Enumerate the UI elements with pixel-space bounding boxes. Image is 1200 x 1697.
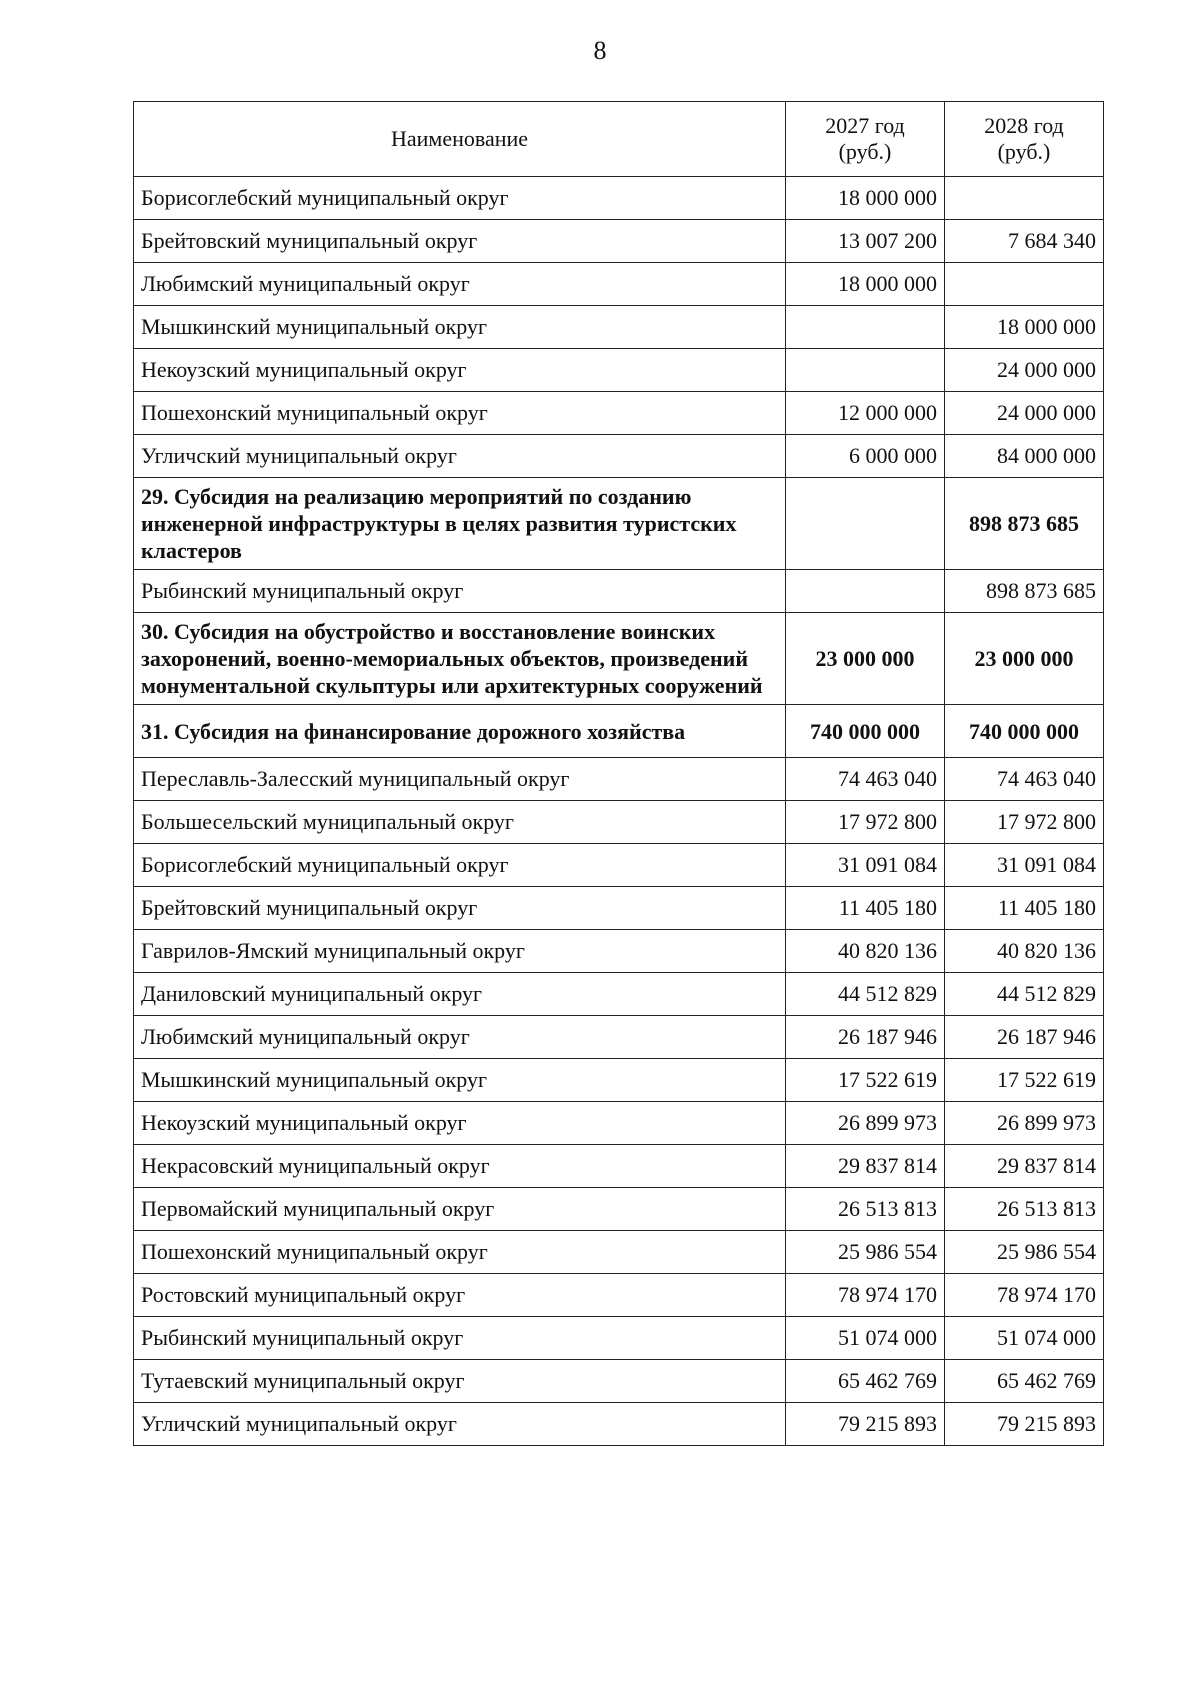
row-2027-cell: 26 899 973 [786,1102,945,1145]
row-2028-cell: 17 522 619 [945,1059,1104,1102]
table-body [134,177,1104,1446]
row-name-cell: Рыбинский муниципальный округ [134,570,786,613]
row-2028-cell: 24 000 000 [945,392,1104,435]
row-name-cell: Некоузский муниципальный округ [134,1102,786,1145]
table-row [134,392,1104,435]
row-name-cell: Тутаевский муниципальный округ [134,1360,786,1403]
row-2027-cell: 44 512 829 [786,973,945,1016]
header-2027-unit: (руб.) [838,139,892,164]
row-2028-cell: 78 974 170 [945,1274,1104,1317]
row-name-cell: 30. Субсидия на обустройство и восстановление воинских захоронений, военно-мемориальных объектов, произведений монументальной скульптуры или архитектурных сооружений [134,613,786,705]
table-row [134,570,1104,613]
row-2028-cell: 74 463 040 [945,758,1104,801]
row-2028-cell: 29 837 814 [945,1145,1104,1188]
row-2028-cell: 11 405 180 [945,887,1104,930]
row-2027-cell [786,306,945,349]
row-name-cell: Даниловский муниципальный округ [134,973,786,1016]
row-2028-cell: 79 215 893 [945,1403,1104,1446]
row-2028-cell: 26 899 973 [945,1102,1104,1145]
table-row [134,306,1104,349]
row-name-cell: Некрасовский муниципальный округ [134,1145,786,1188]
table-row [134,220,1104,263]
table-row [134,1188,1104,1231]
row-2027-cell: 23 000 000 [786,613,945,705]
row-2027-cell [786,478,945,570]
row-name-cell: Рыбинский муниципальный округ [134,1317,786,1360]
row-2028-cell: 24 000 000 [945,349,1104,392]
header-2028-unit: (руб.) [997,139,1051,164]
table-row [134,801,1104,844]
header-2028-year: 2028 год [984,113,1064,138]
table-row [134,844,1104,887]
page-number: 8 [593,36,607,65]
row-2028-cell: 740 000 000 [945,705,1104,758]
table-row [134,973,1104,1016]
row-name-cell: Некоузский муниципальный округ [134,349,786,392]
row-name-cell: Брейтовский муниципальный округ [134,887,786,930]
row-2027-cell [786,570,945,613]
table-row [134,1059,1104,1102]
row-2027-cell: 26 187 946 [786,1016,945,1059]
row-name-cell: 31. Субсидия на финансирование дорожного хозяйства [134,705,786,758]
row-2027-cell: 17 522 619 [786,1059,945,1102]
row-2027-cell: 18 000 000 [786,177,945,220]
table-row [134,1016,1104,1059]
table-header [134,102,1104,177]
row-name-cell: Угличский муниципальный округ [134,1403,786,1446]
header-2028 [945,102,1104,177]
row-name-cell: Брейтовский муниципальный округ [134,220,786,263]
row-name-cell: Гаврилов-Ямский муниципальный округ [134,930,786,973]
row-2028-cell: 18 000 000 [945,306,1104,349]
row-2028-cell: 84 000 000 [945,435,1104,478]
row-name-cell: Любимский муниципальный округ [134,263,786,306]
row-2028-cell: 23 000 000 [945,613,1104,705]
row-2028-cell: 51 074 000 [945,1317,1104,1360]
table-row [134,1145,1104,1188]
header-name: Наименование [134,102,786,177]
row-2027-cell: 79 215 893 [786,1403,945,1446]
row-2028-cell: 898 873 685 [945,570,1104,613]
row-2028-cell: 31 091 084 [945,844,1104,887]
row-name-cell: 29. Субсидия на реализацию мероприятий по созданию инженерной инфраструктуры в целях развития туристских кластеров [134,478,786,570]
header-2027 [786,102,945,177]
row-name-cell: Борисоглебский муниципальный округ [134,844,786,887]
table-row [134,1231,1104,1274]
row-2027-cell: 51 074 000 [786,1317,945,1360]
row-name-cell: Переславль-Залесский муниципальный округ [134,758,786,801]
row-2027-cell: 29 837 814 [786,1145,945,1188]
header-2027-year: 2027 год [825,113,905,138]
table-row [134,1102,1104,1145]
table-row [134,435,1104,478]
table-row [134,758,1104,801]
section-row [134,613,1104,705]
row-2027-cell: 11 405 180 [786,887,945,930]
table-row [134,263,1104,306]
row-2027-cell: 78 974 170 [786,1274,945,1317]
row-2028-cell: 898 873 685 [945,478,1104,570]
row-2027-cell: 26 513 813 [786,1188,945,1231]
row-2027-cell: 31 091 084 [786,844,945,887]
table-row [134,1403,1104,1446]
row-2027-cell: 40 820 136 [786,930,945,973]
row-name-cell: Ростовский муниципальный округ [134,1274,786,1317]
row-2028-cell: 17 972 800 [945,801,1104,844]
row-2028-cell [945,177,1104,220]
row-2027-cell: 17 972 800 [786,801,945,844]
budget-table [133,101,1104,1446]
row-2027-cell: 13 007 200 [786,220,945,263]
row-2028-cell: 26 513 813 [945,1188,1104,1231]
section-row [134,478,1104,570]
row-2027-cell: 6 000 000 [786,435,945,478]
table-row [134,1317,1104,1360]
row-name-cell: Мышкинский муниципальный округ [134,306,786,349]
header-row [134,102,1104,177]
row-name-cell: Большесельский муниципальный округ [134,801,786,844]
table-row [134,1360,1104,1403]
table-row [134,887,1104,930]
row-2027-cell: 65 462 769 [786,1360,945,1403]
row-2027-cell [786,349,945,392]
row-2028-cell: 26 187 946 [945,1016,1104,1059]
row-name-cell: Мышкинский муниципальный округ [134,1059,786,1102]
row-2028-cell [945,263,1104,306]
table-row [134,1274,1104,1317]
row-2028-cell: 7 684 340 [945,220,1104,263]
row-2027-cell: 25 986 554 [786,1231,945,1274]
row-name-cell: Угличский муниципальный округ [134,435,786,478]
row-2028-cell: 40 820 136 [945,930,1104,973]
row-2028-cell: 25 986 554 [945,1231,1104,1274]
row-name-cell: Любимский муниципальный округ [134,1016,786,1059]
table-row [134,177,1104,220]
row-2027-cell: 74 463 040 [786,758,945,801]
section-row [134,705,1104,758]
row-name-cell: Первомайский муниципальный округ [134,1188,786,1231]
row-2028-cell: 65 462 769 [945,1360,1104,1403]
row-name-cell: Пошехонский муниципальный округ [134,1231,786,1274]
row-name-cell: Пошехонский муниципальный округ [134,392,786,435]
table-row [134,930,1104,973]
row-name-cell: Борисоглебский муниципальный округ [134,177,786,220]
table-row [134,349,1104,392]
row-2027-cell: 12 000 000 [786,392,945,435]
row-2027-cell: 18 000 000 [786,263,945,306]
row-2027-cell: 740 000 000 [786,705,945,758]
row-2028-cell: 44 512 829 [945,973,1104,1016]
